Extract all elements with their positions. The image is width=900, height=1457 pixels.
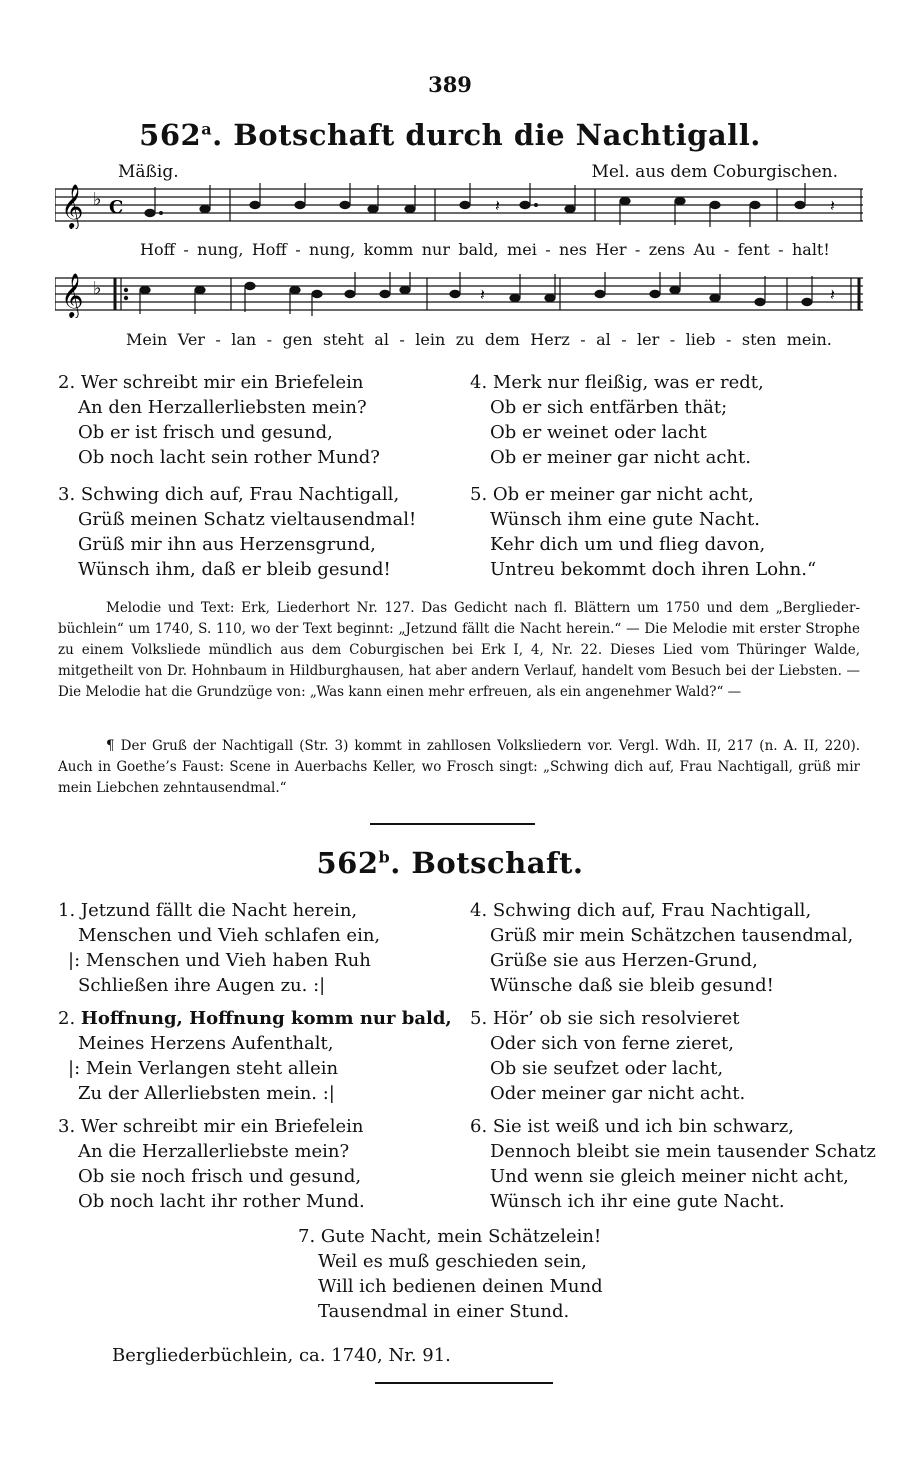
verse-number: 1. bbox=[58, 900, 76, 921]
verse-line: Ob er sich entfärben thät; bbox=[490, 397, 728, 418]
song-b-verse-3 bbox=[58, 1114, 365, 1214]
lyric-syllable: komm bbox=[363, 240, 414, 259]
lyric-syllable: nes bbox=[559, 240, 588, 259]
song-b-verse-6 bbox=[470, 1114, 876, 1214]
song-a-title-text: . Botschaft durch die Nachtigall. bbox=[212, 118, 761, 152]
lyric-syllable: lieb bbox=[685, 330, 716, 349]
lyric-syllable: - bbox=[621, 330, 627, 349]
song-b-source: Bergliederbüchlein, ca. 1740, Nr. 91. bbox=[112, 1345, 451, 1366]
verse-line: Schwing dich auf, Frau Nachtigall, bbox=[80, 484, 400, 505]
verse-number: 5. bbox=[470, 1008, 488, 1029]
verse-line: Ob noch lacht sein rother Mund? bbox=[78, 447, 380, 468]
lyric-syllable: lan bbox=[231, 330, 257, 349]
verse-line: Weil es muß geschieden sein, bbox=[318, 1251, 587, 1272]
verse-line: |: Menschen und Vieh haben Ruh bbox=[68, 950, 371, 971]
svg-text:𝄽: 𝄽 bbox=[480, 285, 485, 304]
lyric-syllable: Herz bbox=[530, 330, 570, 349]
verse-line: Oder sich von ferne zieret, bbox=[490, 1033, 734, 1054]
verse-line: Menschen und Vieh schlafen ein, bbox=[78, 925, 381, 946]
song-b-verse-4 bbox=[470, 898, 853, 998]
lyric-syllable: nung, bbox=[197, 240, 244, 259]
verse-line: Grüße sie aus Herzen-Grund, bbox=[490, 950, 758, 971]
song-b-verse-1 bbox=[58, 898, 380, 998]
verse-line: Ob er meiner gar nicht acht. bbox=[490, 447, 751, 468]
verse-line: Hör’ ob sie sich resolvieret bbox=[492, 1008, 740, 1029]
lyric-syllable: al bbox=[374, 330, 389, 349]
verse-line: Schließen ihre Augen zu. :| bbox=[78, 975, 326, 996]
lyric-syllable: Hoff bbox=[251, 240, 287, 259]
section-divider bbox=[370, 823, 535, 825]
lyrics-line-1 bbox=[140, 240, 830, 259]
song-a-title-sup: a bbox=[201, 119, 213, 139]
song-b-title-text: . Botschaft. bbox=[390, 846, 584, 880]
lyric-syllable: Au bbox=[693, 240, 716, 259]
song-a-verse-3 bbox=[58, 482, 416, 582]
verse-line: Gute Nacht, mein Schätzelein! bbox=[320, 1226, 602, 1247]
verse-line: Ob sie noch frisch und gesund, bbox=[78, 1166, 362, 1187]
verse-line: Dennoch bleibt sie mein tausender Schatz bbox=[490, 1141, 876, 1162]
verse-line: |: Mein Verlangen steht allein bbox=[68, 1058, 339, 1079]
verse-line: Grüß mir ihn aus Herzensgrund, bbox=[78, 534, 376, 555]
lyric-syllable: zens bbox=[648, 240, 686, 259]
lyric-syllable: - bbox=[634, 240, 641, 259]
lyric-syllable: gen bbox=[282, 330, 313, 349]
song-b-title bbox=[0, 846, 900, 880]
verse-line: Schwing dich auf, Frau Nachtigall, bbox=[492, 900, 812, 921]
lyric-syllable: dem bbox=[484, 330, 520, 349]
song-a-verse-2 bbox=[58, 370, 380, 470]
verse-line: Oder meiner gar nicht acht. bbox=[490, 1083, 746, 1104]
verse-number: 6. bbox=[470, 1116, 488, 1137]
verse-line: Ob sie seufzet oder lacht, bbox=[490, 1058, 724, 1079]
verse-line: Ob er meiner gar nicht acht, bbox=[492, 484, 754, 505]
verse-line: Zu der Allerliebsten mein. :| bbox=[78, 1083, 335, 1104]
melody-source: Mel. aus dem Coburgischen. bbox=[591, 162, 838, 182]
section-divider bbox=[375, 1382, 553, 1384]
verse-line: Wer schreibt mir ein Briefelein bbox=[80, 372, 364, 393]
verse-number: 2. bbox=[58, 372, 76, 393]
song-b-title-sup: b bbox=[378, 847, 391, 867]
lyric-syllable: - bbox=[778, 240, 784, 259]
lyric-syllable: - bbox=[215, 330, 221, 349]
verse-line: Wünsch ihm eine gute Nacht. bbox=[490, 509, 760, 530]
verse-line: Wünsch ihm, daß er bleib gesund! bbox=[78, 559, 391, 580]
song-b-verse-7 bbox=[298, 1224, 603, 1324]
verse-line: Wünsche daß sie bleib gesund! bbox=[490, 975, 774, 996]
lyric-syllable: zu bbox=[455, 330, 475, 349]
song-b-title-number: 562 bbox=[316, 846, 379, 880]
svg-text:C: C bbox=[109, 197, 124, 218]
lyric-syllable: Hoff bbox=[140, 240, 175, 259]
lyric-syllable: fent bbox=[737, 240, 770, 259]
lyric-syllable: lein bbox=[415, 330, 446, 349]
lyric-syllable: ler bbox=[637, 330, 660, 349]
verse-number: 3. bbox=[58, 1116, 76, 1137]
verse-number: 4. bbox=[470, 372, 488, 393]
lyric-syllable: - bbox=[669, 330, 676, 349]
verse-line: Tausendmal in einer Stund. bbox=[318, 1301, 570, 1322]
lyric-syllable: mei bbox=[507, 240, 537, 259]
verse-line: An den Herzallerliebsten mein? bbox=[78, 397, 367, 418]
lyric-syllable: al bbox=[596, 330, 611, 349]
verse-line: Und wenn sie gleich meiner nicht acht, bbox=[490, 1166, 849, 1187]
verse-number: 3. bbox=[58, 484, 76, 505]
lyric-syllable: Mein bbox=[126, 330, 168, 349]
lyric-syllable: - bbox=[723, 240, 730, 259]
svg-text:♭: ♭ bbox=[93, 278, 102, 299]
verse-line: Will ich bedienen deinen Mund bbox=[318, 1276, 603, 1297]
verse-line: Jetzund fällt die Nacht herein, bbox=[80, 900, 358, 921]
note-paragraph: Melodie und Text: Erk, Liederhort Nr. 127. Das Gedicht nach fl. Blättern um 1750 und dem „Bergliederbüchlein“ um 1740, S. 110, wo der Text beginnt: „Jetzund fällt die Nacht herein.“ — Die Melodie mit erster Strophe zu einem Volksliede mündlich aus dem Coburgischen bei Erk I, 4, Nr. 22. Dieses Lied vom Thüringer Walde, mitgetheilt von Dr. Hohnbaum in Hildburghausen, hat aber andern Verlauf, handelt vom Besuch bei der Liebsten. — Die Melodie hat die Grundzüge von: „Was kann einen mehr erfreuen, als ein angenehmer Wald?“ — bbox=[58, 600, 860, 700]
verse-line: Wer schreibt mir ein Briefelein bbox=[80, 1116, 364, 1137]
verse-line: Ob noch lacht ihr rother Mund. bbox=[78, 1191, 365, 1212]
song-a-verse-5 bbox=[470, 482, 816, 582]
verse-line: Ob er weinet oder lacht bbox=[490, 422, 707, 443]
song-b-verse-2 bbox=[58, 1006, 452, 1106]
song-a-title bbox=[0, 118, 900, 152]
lyric-syllable: sten bbox=[741, 330, 777, 349]
tempo-marking: Mäßig. bbox=[118, 162, 179, 182]
lyric-syllable: - bbox=[399, 330, 405, 349]
verse-line: Grüß meinen Schatz vieltausendmal! bbox=[78, 509, 417, 530]
music-staff-1 bbox=[55, 183, 863, 229]
lyric-syllable: nung, bbox=[309, 240, 356, 259]
lyric-syllable: - bbox=[580, 330, 586, 349]
verse-number: 4. bbox=[470, 900, 488, 921]
svg-text:𝄽: 𝄽 bbox=[830, 196, 835, 215]
lyrics-line-2 bbox=[126, 330, 832, 349]
lyric-syllable: - bbox=[183, 240, 189, 259]
music-staff-2 bbox=[55, 272, 863, 318]
verse-line: Kehr dich um und flieg davon, bbox=[490, 534, 766, 555]
lyric-syllable: nur bbox=[421, 240, 450, 259]
note-paragraph: ¶ Der Gruß der Nachtigall (Str. 3) kommt in zahllosen Volksliedern vor. Vergl. Wdh. II, 217 (n. A. II, 220). Auch in Goethe’s Faust: Scene in Auerbachs Keller, wo Frosch singt: „Schwing dich auf, Frau Nachtigall, grüß mir mein Liebchen zehntausendmal.“ bbox=[58, 738, 860, 796]
lyric-syllable: bald, bbox=[458, 240, 499, 259]
verse-line: Merk nur fleißig, was er redt, bbox=[492, 372, 764, 393]
verse-line: Meines Herzens Aufenthalt, bbox=[78, 1033, 334, 1054]
verse-number: 2. bbox=[58, 1008, 76, 1029]
lyric-syllable: Ver bbox=[177, 330, 205, 349]
verse-line: Sie ist weiß und ich bin schwarz, bbox=[492, 1116, 794, 1137]
verse-line: Ob er ist frisch und gesund, bbox=[78, 422, 333, 443]
song-b-verse-5 bbox=[470, 1006, 745, 1106]
song-a-title-number: 562 bbox=[139, 118, 202, 152]
svg-text:𝄞: 𝄞 bbox=[61, 184, 84, 228]
verse-line: Wünsch ich ihr eine gute Nacht. bbox=[490, 1191, 785, 1212]
verse-number: 5. bbox=[470, 484, 488, 505]
lyric-syllable: - bbox=[295, 240, 301, 259]
verse-line: Untreu bekommt doch ihren Lohn.“ bbox=[490, 559, 817, 580]
lyric-syllable: - bbox=[726, 330, 732, 349]
verse-number: 7. bbox=[298, 1226, 316, 1247]
lyric-syllable: - bbox=[266, 330, 273, 349]
svg-text:𝄽: 𝄽 bbox=[830, 285, 835, 304]
svg-text:𝄽: 𝄽 bbox=[495, 196, 500, 215]
lyric-syllable: mein. bbox=[786, 330, 832, 349]
lyric-syllable: Her bbox=[595, 240, 627, 259]
song-a-note-greeting bbox=[58, 736, 860, 799]
svg-text:𝄞: 𝄞 bbox=[61, 273, 84, 317]
lyric-syllable: halt! bbox=[791, 240, 830, 259]
lyric-syllable: steht bbox=[323, 330, 364, 349]
svg-text:♭: ♭ bbox=[93, 189, 102, 210]
verse-line: Grüß mir mein Schätzchen tausendmal, bbox=[490, 925, 854, 946]
verse-line: An die Herzallerliebste mein? bbox=[78, 1141, 350, 1162]
page-number: 389 bbox=[428, 72, 472, 97]
song-a-note-source bbox=[58, 598, 860, 703]
song-a-verse-4 bbox=[470, 370, 764, 470]
lyric-syllable: - bbox=[545, 240, 551, 259]
verse-line: Hoffnung, Hoffnung komm nur bald, bbox=[80, 1008, 452, 1029]
